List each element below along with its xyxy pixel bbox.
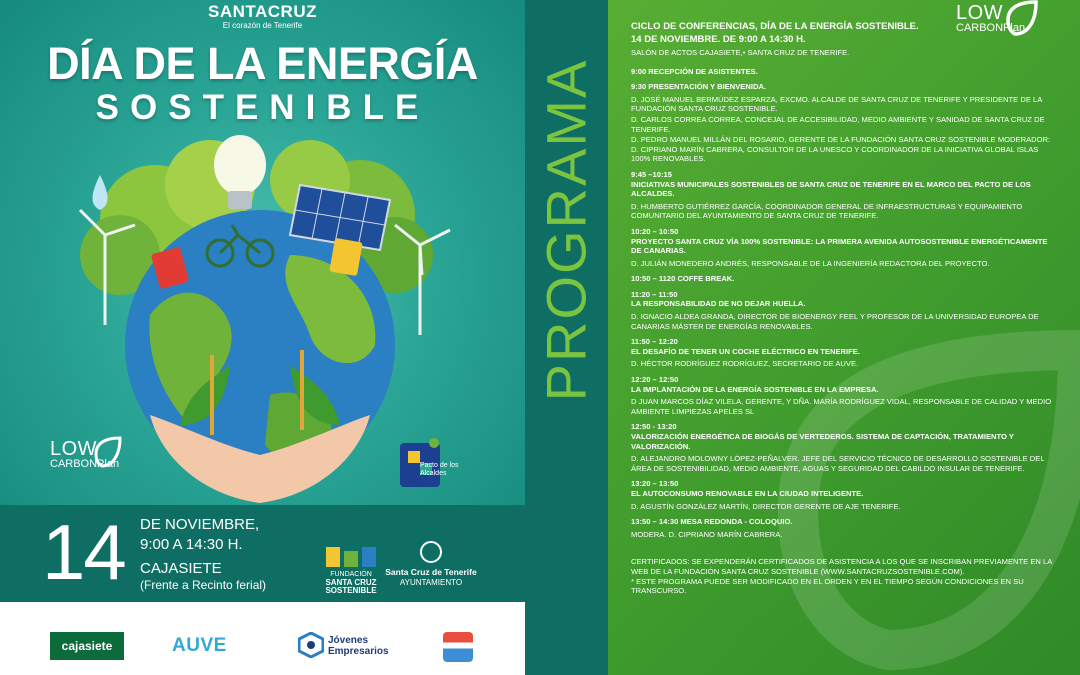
date-band [0,505,525,602]
schedule-slot-speaker: D. AGUSTÍN GONZÁLEZ MARTÍN, DIRECTOR GERENTE DE AJE TENERIFE. [631,501,901,511]
schedule-slot-speaker: D. HUMBERTO GUTIÉRREZ GARCÍA, COORDINADOR GENERAL DE INFRAESTRUCTURAS Y EQUIPAMIENTO COMUNITARIO DEL AYUNTAMIENTO DE SANTA CRUZ DE TENERIFE. [631,201,1023,221]
schedule-slot [631,67,1053,77]
schedule-slot [631,375,1053,416]
programa-schedule [631,67,1053,540]
cajasiete-logo: cajasiete [50,632,124,660]
schedule-slot-heading: 9:00 RECEPCIÓN DE ASISTENTES. [631,66,758,76]
schedule-slot [631,479,1053,511]
ayuntamiento-crest-icon [420,541,442,563]
schedule-slot-heading: EL DESAFÍO DE TENER UN COCHE ELÉCTRICO EN TENERIFE. [631,346,860,356]
fundacion-logo [326,547,376,569]
schedule-slot-heading: 10:50 – 1120 COFFE BREAK. [631,274,735,284]
schedule-slot-heading: LA RESPONSABILIDAD DE NO DEJAR HUELLA. [631,299,806,309]
schedule-slot-speaker: D. CARLOS CORREA CORREA, CONCEJAL DE ACCESIBILIDAD, MEDIO AMBIENTE Y SANIDAD DE SANTA CRUZ DE TENERIFE. [631,114,1045,134]
schedule-slot-heading: EL AUTOCONSUMO RENOVABLE EN LA CIUDAD INTELIGENTE. [631,488,864,498]
poster-title: DÍA DE LA ENERGÍA [47,38,478,89]
schedule-slot-heading: 13:20 – 13:50 [631,479,679,489]
lowcarbon-logo: LOW CARBONPlan [50,438,120,470]
schedule-slot-speaker: D. HÉCTOR RODRÍGUEZ RODRÍGUEZ, SECRETARIO DE AUVE. [631,359,859,369]
schedule-slot-speaker: D. JOSÉ MANUEL BERMÚDEZ ESPARZA, EXCMO. ALCALDE DE SANTA CRUZ DE TENERIFE Y PRESIDENTE DE LA FUNDACIÓN SANTA CRUZ SOSTENIBLE. [631,94,1042,114]
schedule-slot-speaker: D. IGNACIO ALDEA GRANDA, DIRECTOR DE BIOENERGY FEEL Y PROFESOR DE LA UNIVERSIDAD EUROPEA DE CANARIAS MÁSTER DE ENERGÍAS RENOVABLES. [631,312,1039,331]
schedule-slot-heading: LA IMPLANTACIÓN DE LA ENERGÍA SOSTENIBLE EN LA EMPRESA. [631,384,879,394]
schedule-slot [631,422,1053,473]
lowcarbon-logo-right: LOW CARBONPlan [956,2,1026,34]
poster-header: SANTACRUZ El corazón de Tenerife DÍA DE LA ENERGÍA SOSTENIBLE LOW CARBONPlan Pacto de los Alcaldes [0,0,525,505]
schedule-slot [631,170,1053,221]
schedule-slot [631,227,1053,268]
santacruz-logo: SANTACRUZ El corazón de Tenerife [207,2,317,30]
schedule-slot [631,274,1053,284]
schedule-slot [631,337,1053,369]
event-venue: CAJASIETE (Frente a Recinto ferial) [140,560,267,592]
event-poster [0,0,525,675]
schedule-slot-heading: 10:20 – 10:50 [631,226,679,236]
schedule-slot-speaker: D. JULIÁN MONEDERO ANDRÉS, RESPONSABLE DE LA INGENIERÍA REDACTORA DEL PROYECTO. [631,258,990,268]
programa-content [631,20,1053,596]
jovenes-empresarios-logo: Jóvenes Empresarios [328,635,389,657]
schedule-slot-heading: 12:20 – 12:50 [631,375,679,385]
schedule-slot-speaker: MODERA. D. CIPRIANO MARÍN CABRERA. [631,529,783,539]
schedule-slot [631,517,1053,539]
schedule-slot-speaker: D. ALEJANDRO MOLOWNY LÓPEZ-PEÑALVER. JEFE DEL SERVICIO TÉCNICO DE DESARROLLO SOSTENIBLE DEL ÁREA DE SOSTENIBILIDAD, MEDIO AMBIENTE, AGUAS Y SEGURIDAD DEL CABILDO INSULAR DE TENERIFE. [631,454,1045,473]
schedule-slot [631,82,1053,164]
fundacion-text: FUNDACIÓN SANTA CRUZ SOSTENIBLE [325,571,377,595]
schedule-slot-heading: 13:50 – 14:30 MESA REDONDA - COLOQUIO. [631,517,793,527]
schedule-slot-heading: VALORIZACIÓN ENERGÉTICA DE BIOGÁS DE VERTEDEROS. SISTEMA DE CAPTACIÓN, TRATAMIENTO Y VALORIZACIÓN. [631,432,1014,451]
schedule-slot-heading: 12:50 - 13:20 [631,422,677,432]
programa-vertical-title: PROGRAMA [534,58,598,402]
programa-strip [525,0,608,675]
ayuntamiento-text: Santa Cruz de Tenerife AYUNTAMIENTO [385,567,477,587]
jovenes-empresarios-icon [298,632,324,658]
event-date: DE NOVIEMBRE, 9:00 A 14:30 H. [140,516,260,553]
schedule-slot-heading: 9:45 –10:15 [631,169,672,179]
sponsor-badge-icon [443,632,473,662]
lowcarbon-leaf-icon [92,436,124,470]
programa-panel [608,0,1080,675]
programa-footnote: CERTIFICADOS: SE EXPENDERÁN CERTIFICADOS DE ASISTENCIA A LOS QUE SE INSCRIBAN PREVIAMENTE EN LA WEB DE LA FUNDACIÓN SANTA CRUZ SOSTENIBLE (WWW.SANTACRUZSOSTENIBLE.COM). * ESTE PROGRAMA PUEDE SER MODIFICADO EN EL ORDEN Y EN EL TIEMPO SEGÚN CONDICIONES EN SU TRANSCURSO. [631,557,1052,596]
schedule-slot [631,290,1053,331]
sponsors-bar [0,602,525,675]
schedule-slot-heading: PROYECTO SANTA CRUZ VÍA 100% SOSTENIBLE: LA PRIMERA AVENIDA AUTOSOSTENIBLE ENERGÉTICAMENTE DE CANARIAS. [631,236,1048,256]
programa-heading: CICLO DE CONFERENCIAS, DÍA DE LA ENERGÍA SOSTENIBLE. 14 DE NOVIEMBRE. DE 9:00 A 14:30 H. [631,21,919,45]
event-day: 14 [42,508,125,596]
schedule-slot-heading: 9:30 PRESENTACIÓN Y BIENVENIDA. [631,82,767,92]
schedule-slot-heading: 11:50 – 12:20 [631,337,678,347]
schedule-slot-speaker: D. PEDRO MANUEL MILLÁN DEL ROSARIO, GERENTE DE LA FUNDACIÓN SANTA CRUZ SOSTENIBLE MODERADOR: D. CIPRIANO MARÍN CABRERA, CONSULTOR DE LA UNESCO Y COORDINADOR DE LA INICIATIVA GLOBAL ISLAS 100% RENOVABLES. [631,135,1051,164]
schedule-slot-speaker: D JUAN MARCOS DÍAZ VILELA, GERENTE, Y DÑA. MARÍA RODRÍGUEZ VIDAL, RESPONSABLE DE CALIDAD Y MEDIO AMBIENTE LIMPIEZAS APELES SL [631,397,1052,416]
schedule-slot-heading: INICIATIVAS MUNICIPALES SOSTENIBLES DE SANTA CRUZ DE TENERIFE EN EL MARCO DEL PACTO DE LOS ALCALDES. [631,179,1031,199]
auve-logo: AUVE [172,635,227,656]
programa-venue: SALÓN DE ACTOS CAJASIETE,• SANTA CRUZ DE TENERIFE. [631,48,850,57]
schedule-slot-heading: 11:20 – 11:50 [631,289,678,299]
poster-subtitle: SOSTENIBLE [95,88,430,127]
